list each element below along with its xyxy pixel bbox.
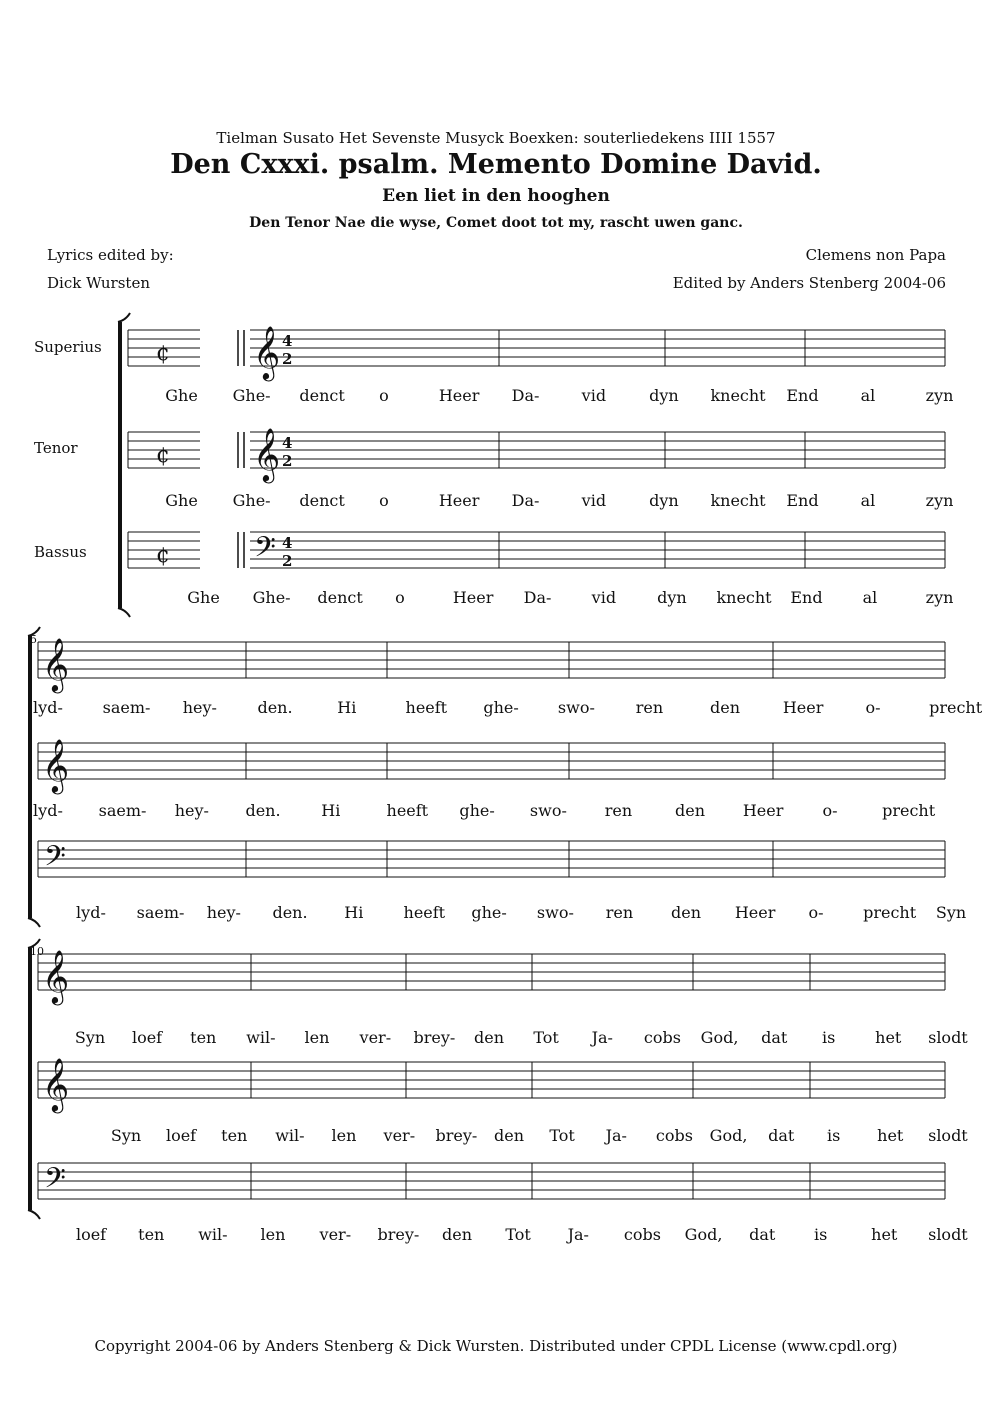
lyric-syllable: Da- [511, 386, 540, 405]
lyric-syllable: is [827, 1126, 841, 1145]
time-signature-denominator: 2 [282, 350, 293, 368]
instrument-name-superius: Superius [34, 338, 102, 356]
lyric-syllable: Hi [321, 801, 341, 820]
lyric-syllable: heeft [386, 801, 429, 820]
lyric-syllable: End [790, 588, 823, 607]
subsubtitle: Den Tenor Nae die wyse, Comet doot tot my, rascht uwen ganc. [249, 215, 743, 231]
treble-clef: 𝄞 [253, 427, 281, 481]
cut-time-symbol: ¢ [156, 543, 170, 568]
lyric-syllable: ver- [319, 1225, 352, 1244]
lyric-syllable: Hi [337, 698, 357, 717]
lyric-syllable: Da- [523, 588, 552, 607]
lyrics-credit-name: Dick Wursten [47, 274, 150, 292]
lyric-syllable: len [260, 1225, 286, 1244]
page-title: Den Cxxxi. psalm. Memento Domine David. [170, 149, 822, 180]
lyric-syllable: Tot [533, 1028, 559, 1047]
cut-time-symbol: ¢ [156, 443, 170, 468]
bracket-hook [118, 608, 130, 617]
lyric-syllable: saem- [136, 903, 185, 922]
lyric-syllable: o [379, 491, 389, 510]
bracket-hook [118, 313, 130, 322]
lyric-syllable: dat [768, 1126, 795, 1145]
lyric-syllable: dat [761, 1028, 788, 1047]
lyric-syllable: Tot [505, 1225, 531, 1244]
lyric-syllable: slodt [928, 1126, 968, 1145]
lyric-syllable: den [441, 1225, 473, 1244]
lyric-syllable: hey- [174, 801, 209, 820]
lyric-syllable: hey- [206, 903, 241, 922]
treble-clef: 𝄞 [42, 1057, 70, 1111]
lyric-syllable: Heer [782, 698, 824, 717]
lyric-syllable: ren [605, 903, 634, 922]
lyric-syllable: knecht [716, 588, 772, 607]
lyric-syllable: o- [865, 698, 881, 717]
lyric-syllable: den. [257, 698, 293, 717]
bass-clef: 𝄢 [44, 1162, 66, 1202]
lyric-syllable: Heer [452, 588, 494, 607]
lyric-syllable: Syn [935, 903, 967, 922]
lyric-syllable: heeft [405, 698, 448, 717]
lyric-syllable: len [304, 1028, 330, 1047]
lyric-syllable: Da- [511, 491, 540, 510]
lyric-syllable: lyd- [33, 801, 63, 820]
lyric-syllable: den. [245, 801, 281, 820]
subtitle: Een liet in den hooghen [382, 186, 610, 206]
lyric-syllable: brey- [435, 1126, 478, 1145]
lyric-syllable: dat [749, 1225, 776, 1244]
lyric-syllable: swo- [557, 698, 595, 717]
lyric-syllable: brey- [413, 1028, 456, 1047]
lyric-syllable: Heer [742, 801, 784, 820]
lyric-syllable: het [875, 1028, 902, 1047]
lyric-syllable: denct [317, 588, 363, 607]
bass-clef: 𝄢 [44, 840, 66, 880]
lyric-syllable: ten [138, 1225, 165, 1244]
lyric-syllable: ghe- [471, 903, 507, 922]
lyrics-credit-label: Lyrics edited by: [47, 246, 174, 264]
lyric-syllable: vid [591, 588, 617, 607]
lyric-syllable: swo- [529, 801, 567, 820]
lyric-syllable: zyn [925, 491, 954, 510]
lyric-syllable: den [674, 801, 706, 820]
lyric-syllable: dyn [649, 386, 679, 405]
lyric-syllable: God, [709, 1126, 748, 1145]
lyric-syllable: dyn [657, 588, 687, 607]
lyric-syllable: cobs [623, 1225, 661, 1244]
lyric-syllable: heeft [403, 903, 446, 922]
lyric-syllable: precht [929, 698, 983, 717]
lyric-syllable: ten [190, 1028, 217, 1047]
lyric-syllable: vid [581, 386, 607, 405]
lyric-syllable: al [860, 386, 876, 405]
lyric-syllable: len [331, 1126, 357, 1145]
subtitle-top: Tielman Susato Het Sevenste Musyck Boexken: souterliedekens IIII 1557 [216, 129, 776, 147]
lyric-syllable: Heer [734, 903, 776, 922]
lyric-syllable: saem- [98, 801, 147, 820]
lyric-syllable: zyn [925, 588, 954, 607]
lyric-syllable: lyd- [33, 698, 63, 717]
editor: Edited by Anders Stenberg 2004-06 [672, 274, 946, 292]
treble-clef: 𝄞 [42, 738, 70, 792]
lyric-syllable: Ja- [605, 1126, 627, 1145]
lyric-syllable: loef [131, 1028, 163, 1047]
lyric-syllable: ghe- [459, 801, 495, 820]
lyric-syllable: ghe- [483, 698, 519, 717]
bracket-hook [28, 939, 40, 948]
bracket-hook [28, 627, 40, 636]
lyric-syllable: Ghe [165, 386, 198, 405]
lyric-syllable: cobs [643, 1028, 681, 1047]
lyric-syllable: al [862, 588, 878, 607]
time-signature-denominator: 2 [282, 452, 293, 470]
lyric-syllable: is [814, 1225, 828, 1244]
footer-copyright: Copyright 2004-06 by Anders Stenberg & Dick Wursten. Distributed under CPDL License (www.cpdl.org) [94, 1337, 898, 1355]
lyric-syllable: denct [299, 386, 345, 405]
lyric-syllable: o [379, 386, 389, 405]
lyric-syllable: zyn [925, 386, 954, 405]
time-signature-denominator: 2 [282, 552, 293, 570]
lyric-syllable: al [860, 491, 876, 510]
lyric-syllable: slodt [928, 1225, 968, 1244]
time-signature-numerator: 4 [282, 434, 293, 452]
lyric-syllable: End [786, 491, 819, 510]
lyric-syllable: loef [165, 1126, 197, 1145]
lyric-syllable: den [709, 698, 741, 717]
lyric-syllable: Heer [438, 491, 480, 510]
lyric-syllable: is [822, 1028, 836, 1047]
lyric-syllable: ren [604, 801, 633, 820]
lyric-syllable: Heer [438, 386, 480, 405]
lyric-syllable: wil- [198, 1225, 228, 1244]
lyric-syllable: Hi [344, 903, 364, 922]
lyric-syllable: swo- [536, 903, 574, 922]
lyric-syllable: ver- [359, 1028, 392, 1047]
lyric-syllable: den. [272, 903, 308, 922]
treble-clef: 𝄞 [253, 325, 281, 379]
lyric-syllable: God, [700, 1028, 739, 1047]
lyric-syllable: vid [581, 491, 607, 510]
lyric-syllable: brey- [377, 1225, 420, 1244]
lyric-syllable: wil- [275, 1126, 305, 1145]
lyric-syllable: o [395, 588, 405, 607]
lyric-syllable: wil- [246, 1028, 276, 1047]
cut-time-symbol: ¢ [156, 341, 170, 366]
lyric-syllable: den [493, 1126, 525, 1145]
bass-clef: 𝄢 [254, 531, 276, 571]
lyric-syllable: God, [684, 1225, 723, 1244]
lyric-syllable: o- [822, 801, 838, 820]
lyric-syllable: precht [863, 903, 917, 922]
lyric-syllable: Ja- [591, 1028, 613, 1047]
lyric-syllable: saem- [102, 698, 151, 717]
bracket-hook [28, 918, 40, 927]
measure-number: 10 [30, 945, 44, 958]
lyric-syllable: cobs [655, 1126, 693, 1145]
bracket-hook [28, 1210, 40, 1219]
measure-number: 5 [30, 633, 37, 646]
lyric-syllable: knecht [710, 386, 766, 405]
lyric-syllable: Tot [549, 1126, 575, 1145]
lyric-syllable: het [871, 1225, 898, 1244]
lyric-syllable: precht [882, 801, 936, 820]
lyric-syllable: ten [221, 1126, 248, 1145]
lyric-syllable: Ghe- [232, 491, 271, 510]
instrument-name-bassus: Bassus [34, 543, 87, 561]
lyric-syllable: Ghe- [232, 386, 271, 405]
lyric-syllable: denct [299, 491, 345, 510]
lyric-syllable: knecht [710, 491, 766, 510]
lyric-syllable: Syn [74, 1028, 106, 1047]
lyric-syllable: loef [75, 1225, 107, 1244]
composer: Clemens non Papa [805, 246, 946, 264]
lyric-syllable: ver- [383, 1126, 416, 1145]
time-signature-numerator: 4 [282, 534, 293, 552]
lyric-syllable: End [786, 386, 819, 405]
lyric-syllable: o- [808, 903, 824, 922]
treble-clef: 𝄞 [42, 949, 70, 1003]
lyric-syllable: Ja- [567, 1225, 589, 1244]
lyric-syllable: Ghe [187, 588, 220, 607]
lyric-syllable: hey- [182, 698, 217, 717]
lyric-syllable: lyd- [76, 903, 106, 922]
lyric-syllable: slodt [928, 1028, 968, 1047]
lyric-syllable: den [473, 1028, 505, 1047]
time-signature-numerator: 4 [282, 332, 293, 350]
lyric-syllable: Ghe [165, 491, 198, 510]
treble-clef: 𝄞 [42, 637, 70, 691]
lyric-syllable: het [877, 1126, 904, 1145]
lyric-syllable: Syn [110, 1126, 142, 1145]
instrument-name-tenor: Tenor [34, 439, 78, 457]
lyric-syllable: Ghe- [252, 588, 291, 607]
lyric-syllable: den [670, 903, 702, 922]
lyric-syllable: ren [635, 698, 664, 717]
lyric-syllable: dyn [649, 491, 679, 510]
